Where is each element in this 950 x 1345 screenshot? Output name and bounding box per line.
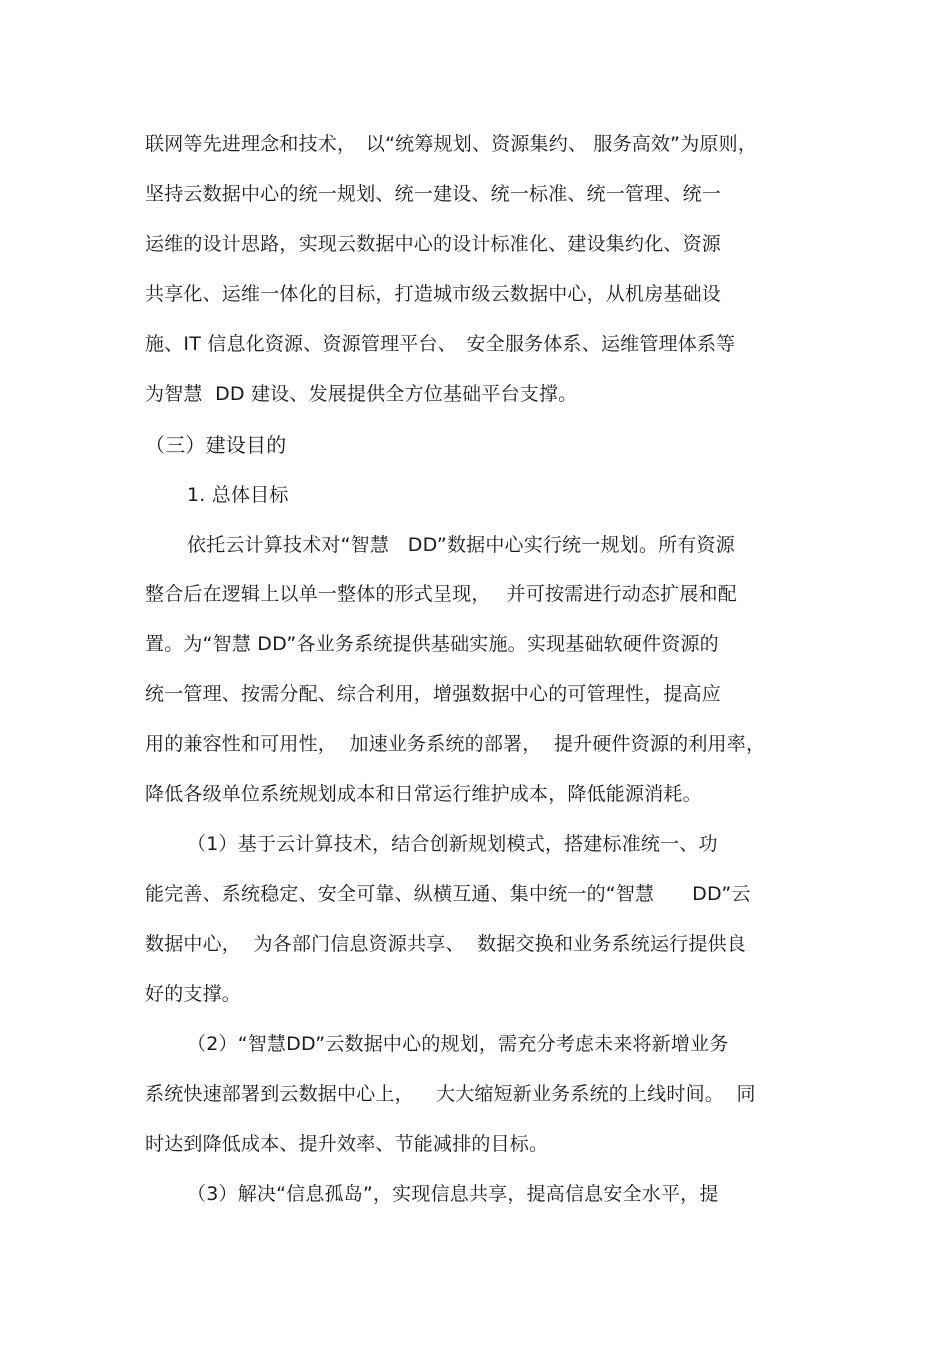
text-line: （2）“智慧DD”云数据中心的规划，需充分考虑未来将新增业务 [187, 1033, 729, 1055]
text-line: 坚持云数据中心的统一规划、统一建设、统一标准、统一管理、统一 [145, 183, 722, 205]
text-line: 好的支撑。 [145, 983, 242, 1005]
section-heading: （三）建设目的 [145, 433, 287, 457]
text-line: 能完善、系统稳定、安全可靠、纵横互通、集中统一的“智慧 DD”云 [145, 883, 751, 905]
text-line: 用的兼容性和可用性， 加速业务系统的部署， 提升硬件资源的利用率， [145, 733, 766, 755]
text-line: 降低各级单位系统规划成本和日常运行维护成本，降低能源消耗。 [145, 783, 702, 805]
text-line: 共享化、运维一体化的目标，打造城市级云数据中心，从机房基础设 [145, 283, 722, 305]
text-line: （3）解决“信息孤岛”，实现信息共享，提高信息安全水平，提 [187, 1183, 719, 1205]
text-line: 运维的设计思路，实现云数据中心的设计标准化、建设集约化、资源 [145, 233, 722, 255]
text-line: 整合后在逻辑上以单一整体的形式呈现， 并可按需进行动态扩展和配 [145, 583, 737, 605]
text-line: 数据中心， 为各部门信息资源共享、 数据交换和业务系统运行提供良 [145, 933, 746, 955]
text-line: 置。为“智慧 DD”各业务系统提供基础实施。实现基础软硬件资源的 [145, 633, 719, 655]
text-line: 系统快速部署到云数据中心上， 大大缩短新业务系统的上线时间。 同 [145, 1083, 756, 1105]
text-line: 为智慧 DD 建设、发展提供全方位基础平台支撑。 [145, 383, 578, 405]
text-line: 施、IT 信息化资源、资源管理平台、 安全服务体系、运维管理体系等 [145, 333, 736, 355]
text-line: 时达到降低成本、提升效率、节能减排的目标。 [145, 1133, 549, 1155]
text-line: 统一管理、按需分配、综合利用，增强数据中心的可管理性，提高应 [145, 683, 722, 705]
text-line: 联网等先进理念和技术， 以“统筹规划、资源集约、 服务高效”为原则， [145, 133, 758, 155]
text-line: （1）基于云计算技术，结合创新规划模式，搭建标准统一、功 [187, 833, 718, 855]
subsection-heading: 1. 总体目标 [187, 484, 289, 506]
text-line: 依托云计算技术对“智慧 DD”数据中心实行统一规划。所有资源 [187, 534, 735, 556]
